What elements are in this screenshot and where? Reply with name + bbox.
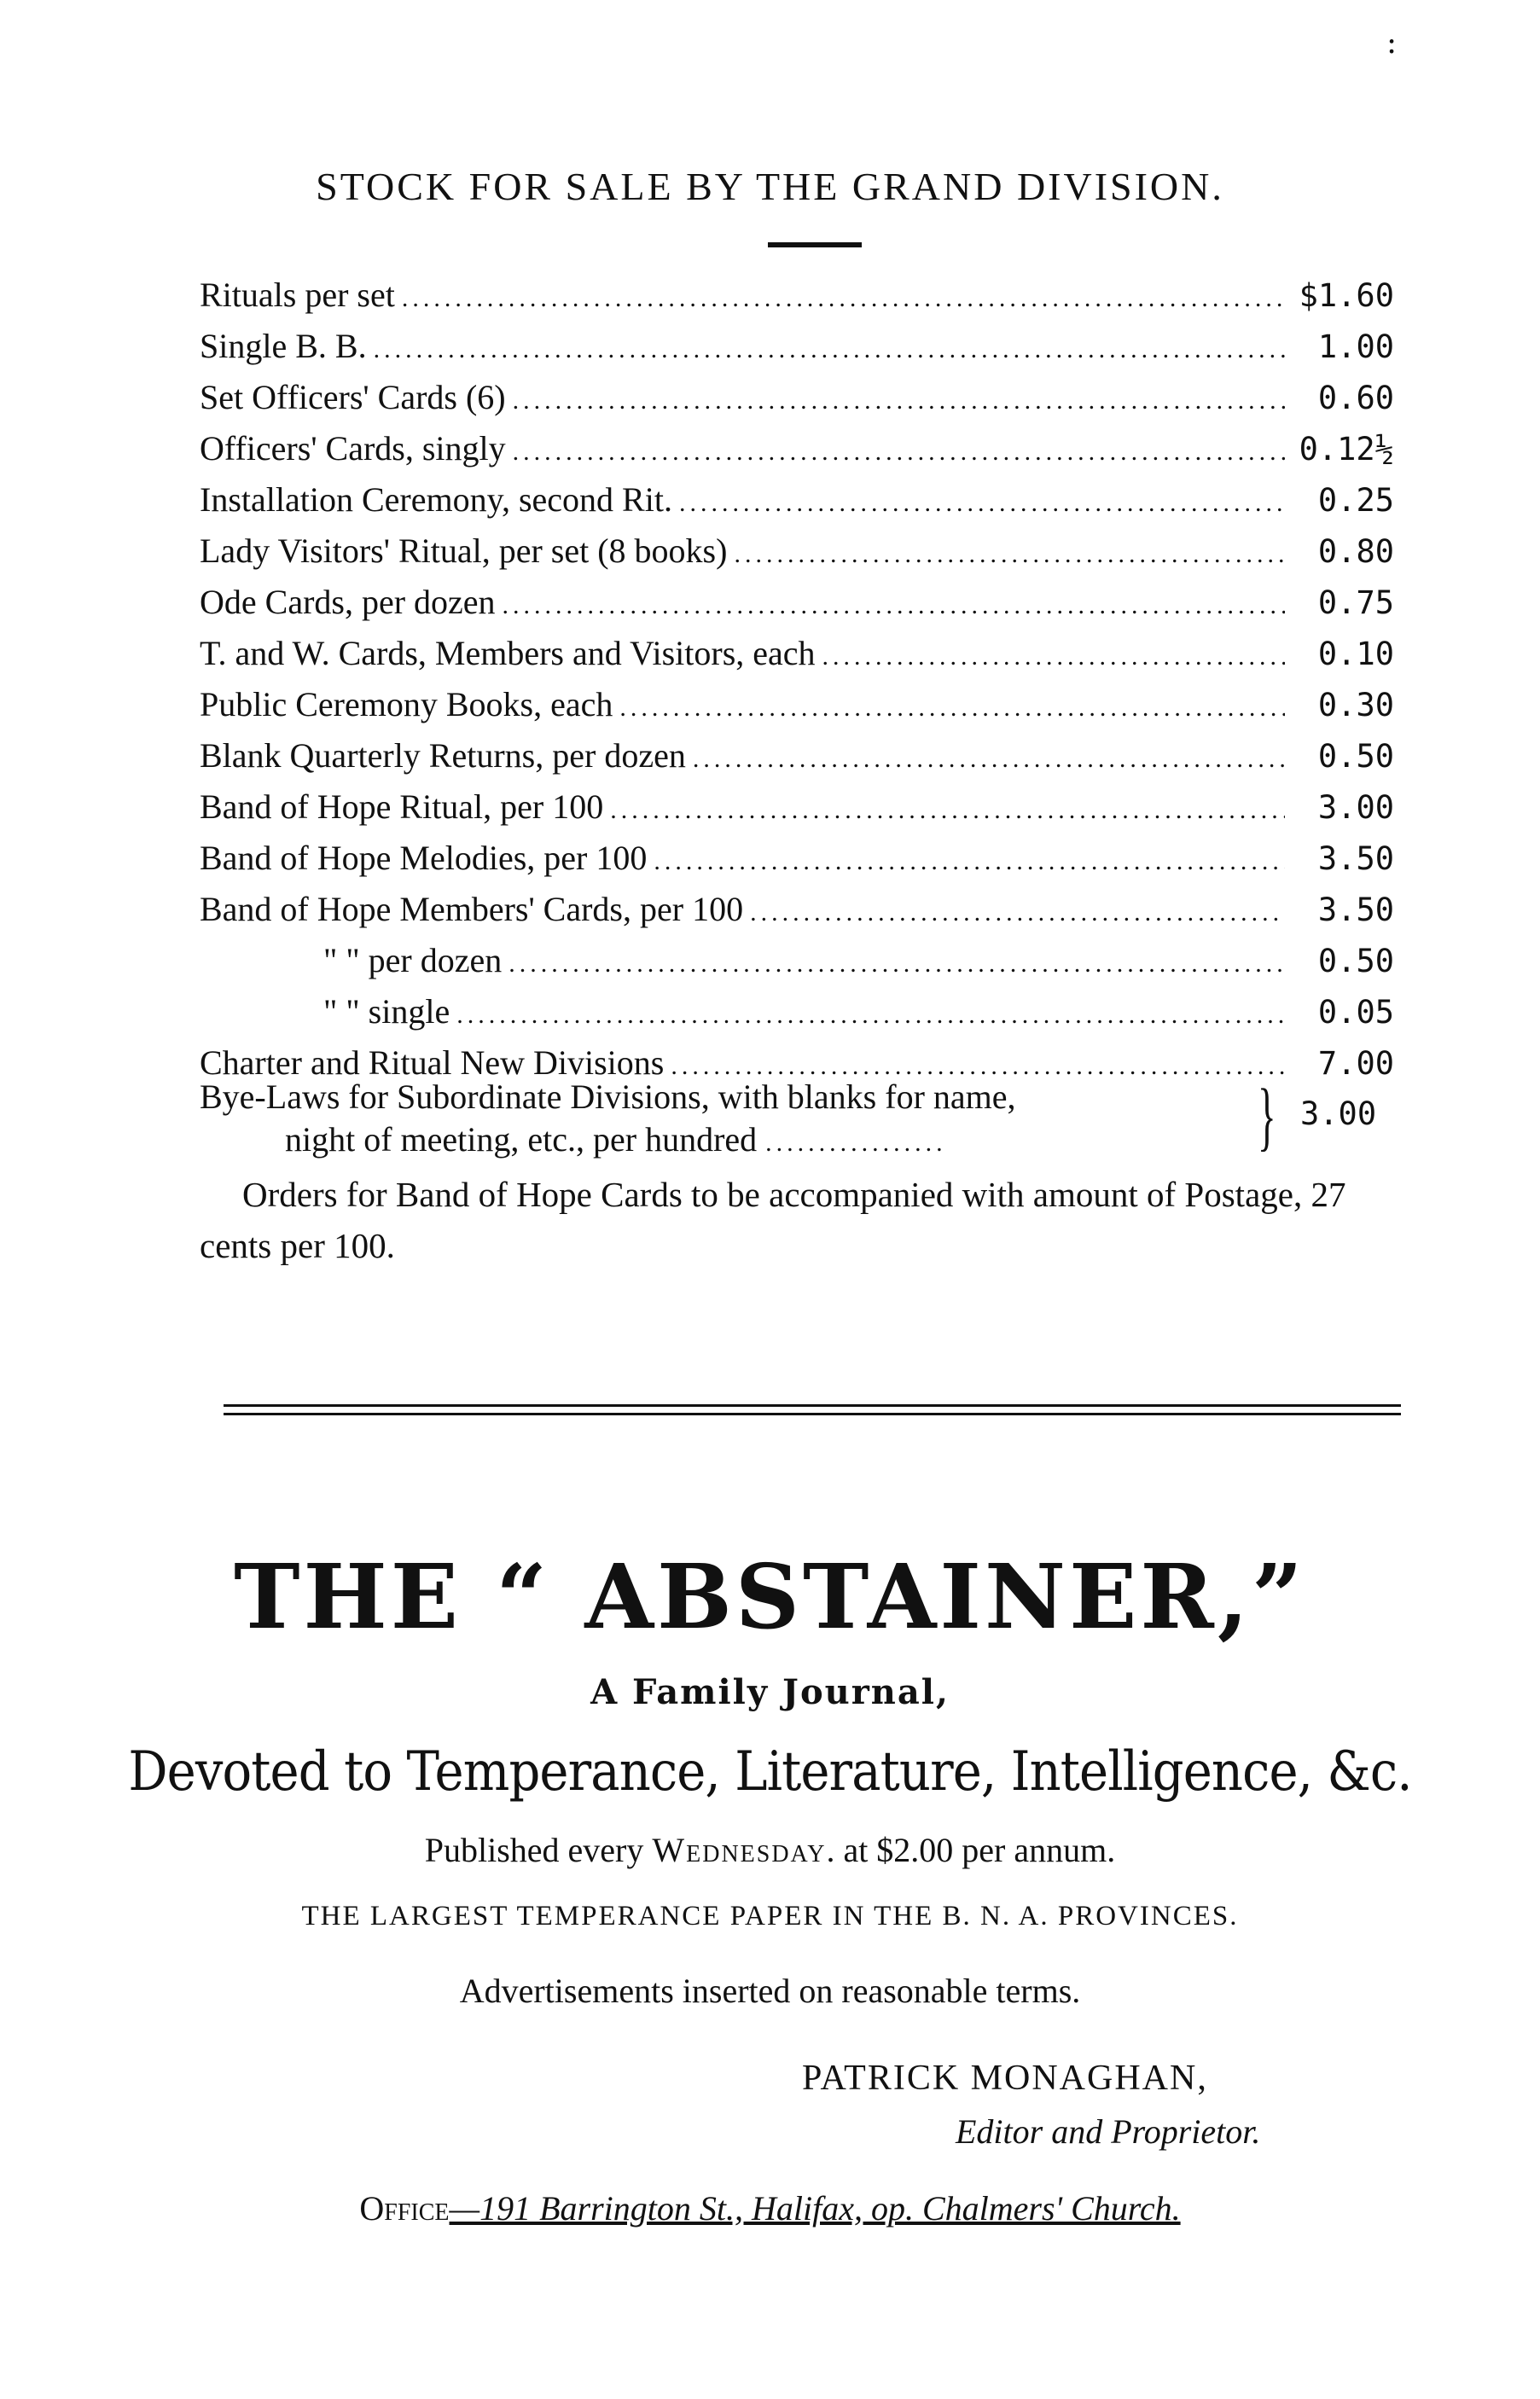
price-row [200,940,1394,991]
leader-dots [513,438,1285,467]
leader-dots [374,335,1285,364]
item-price: $1.60 [1299,277,1394,314]
price-row [200,326,1394,377]
editor-name: PATRICK MONAGHAN, [802,2059,1208,2098]
price-row [200,787,1394,838]
divider-line-bottom [224,1413,1401,1415]
price-row [200,735,1394,787]
item-price: 1.00 [1317,328,1394,365]
journal-published [0,1830,1540,1870]
item-price: 3.50 [1317,840,1394,877]
item-price: 0.50 [1317,943,1394,979]
price-row [200,684,1394,735]
item-name: Single B. B. [200,327,367,365]
item-name: " " per dozen [323,941,503,979]
item-name: Band of Hope Melodies, per 100 [200,839,648,877]
corner-mark: : [1386,26,1398,61]
leader-dots [654,847,1285,876]
leader-dots [513,386,1285,415]
item-name: Officers' Cards, singly [200,429,506,468]
journal-devoted: Devoted to Temperance, Literature, Intelligence, &c. [128,1740,1412,1804]
price-row [200,377,1394,428]
title-rule [768,242,862,247]
price-list [200,275,1394,1094]
divider-line-top [224,1404,1401,1407]
item-name: Rituals per set [200,276,395,314]
journal-largest: THE LARGEST TEMPERANCE PAPER IN THE B. N. A. PROVINCES. [301,1901,1239,1931]
brace-icon: } [1258,1074,1276,1159]
item-price: 0.60 [1317,380,1394,416]
price-row [200,838,1394,889]
item-name: Set Officers' Cards (6) [200,378,506,416]
leader-dots: ................. [765,1129,947,1157]
item-name: Band of Hope Members' Cards, per 100 [200,890,744,928]
price-row [200,991,1394,1043]
office-address [0,2188,1540,2228]
item-price: 7.00 [1317,1045,1394,1082]
journal-advertisements: Advertisements inserted on reasonable terms. [459,1972,1081,2010]
item-name: Installation Ceremony, second Rit. [200,480,672,519]
item-price: 0.10 [1317,636,1394,672]
published-day: Wednesday [652,1831,827,1869]
office-label: Office [359,2189,450,2228]
item-name: Public Ceremony Books, each [200,685,613,723]
leader-dots [503,591,1285,620]
published-prefix: Published every [424,1831,644,1869]
leader-dots [610,796,1285,825]
item-name: Lady Visitors' Ritual, per set (8 books) [200,531,728,570]
leader-dots [750,898,1285,927]
leader-dots [693,745,1285,774]
item-price: 0.30 [1317,687,1394,723]
office-location: —191 Barrington St., Halifax, op. Chalmers' Church. [449,2189,1181,2228]
item-name: T. and W. Cards, Members and Visitors, each [200,634,816,672]
editor-title: Editor and Proprietor. [956,2112,1261,2151]
item-name: Band of Hope Ritual, per 100 [200,787,604,826]
item-price: 0.75 [1317,584,1394,621]
item-name: " " single [323,992,450,1031]
item-name: Blank Quarterly Returns, per dozen [200,736,686,775]
bylaws-entry [200,1074,1394,1162]
leader-dots [822,642,1285,671]
item-price: 0.12½ [1299,431,1394,468]
item-price: 0.50 [1317,738,1394,775]
leader-dots [734,540,1285,569]
price-row [200,428,1394,479]
price-row [200,531,1394,582]
leader-dots [402,284,1285,313]
stock-title: STOCK FOR SALE BY THE GRAND DIVISION. [316,165,1224,208]
price-row [200,479,1394,531]
leader-dots [456,1001,1285,1030]
leader-dots [679,489,1285,518]
bylaws-line-2-wrap [285,1119,947,1159]
price-row [200,275,1394,326]
price-row [200,633,1394,684]
bylaws-line-2: night of meeting, etc., per hundred [285,1120,758,1159]
price-row [200,582,1394,633]
bylaws-line-1: Bye-Laws for Subordinate Divisions, with blanks for name, [200,1078,1016,1116]
price-row [200,889,1394,940]
item-price: 3.50 [1317,892,1394,928]
journal-title: THE “ ABSTAINER,” [234,1544,1306,1649]
leader-dots [508,950,1285,979]
orders-note: Orders for Band of Hope Cards to be accompanied with amount of Postage, 27 cents per 100. [200,1175,1346,1265]
journal-subtitle: A Family Journal, [590,1672,950,1712]
item-price: 0.25 [1317,482,1394,519]
published-suffix: . at $2.00 per annum. [826,1831,1116,1869]
item-name: Charter and Ritual New Divisions [200,1043,665,1082]
section-divider [224,1404,1401,1418]
bylaws-price: 3.00 [1300,1095,1377,1132]
item-price: 3.00 [1317,789,1394,826]
item-price: 0.80 [1317,533,1394,570]
item-price: 0.05 [1317,994,1394,1031]
leader-dots [619,694,1285,723]
item-name: Ode Cards, per dozen [200,583,496,621]
